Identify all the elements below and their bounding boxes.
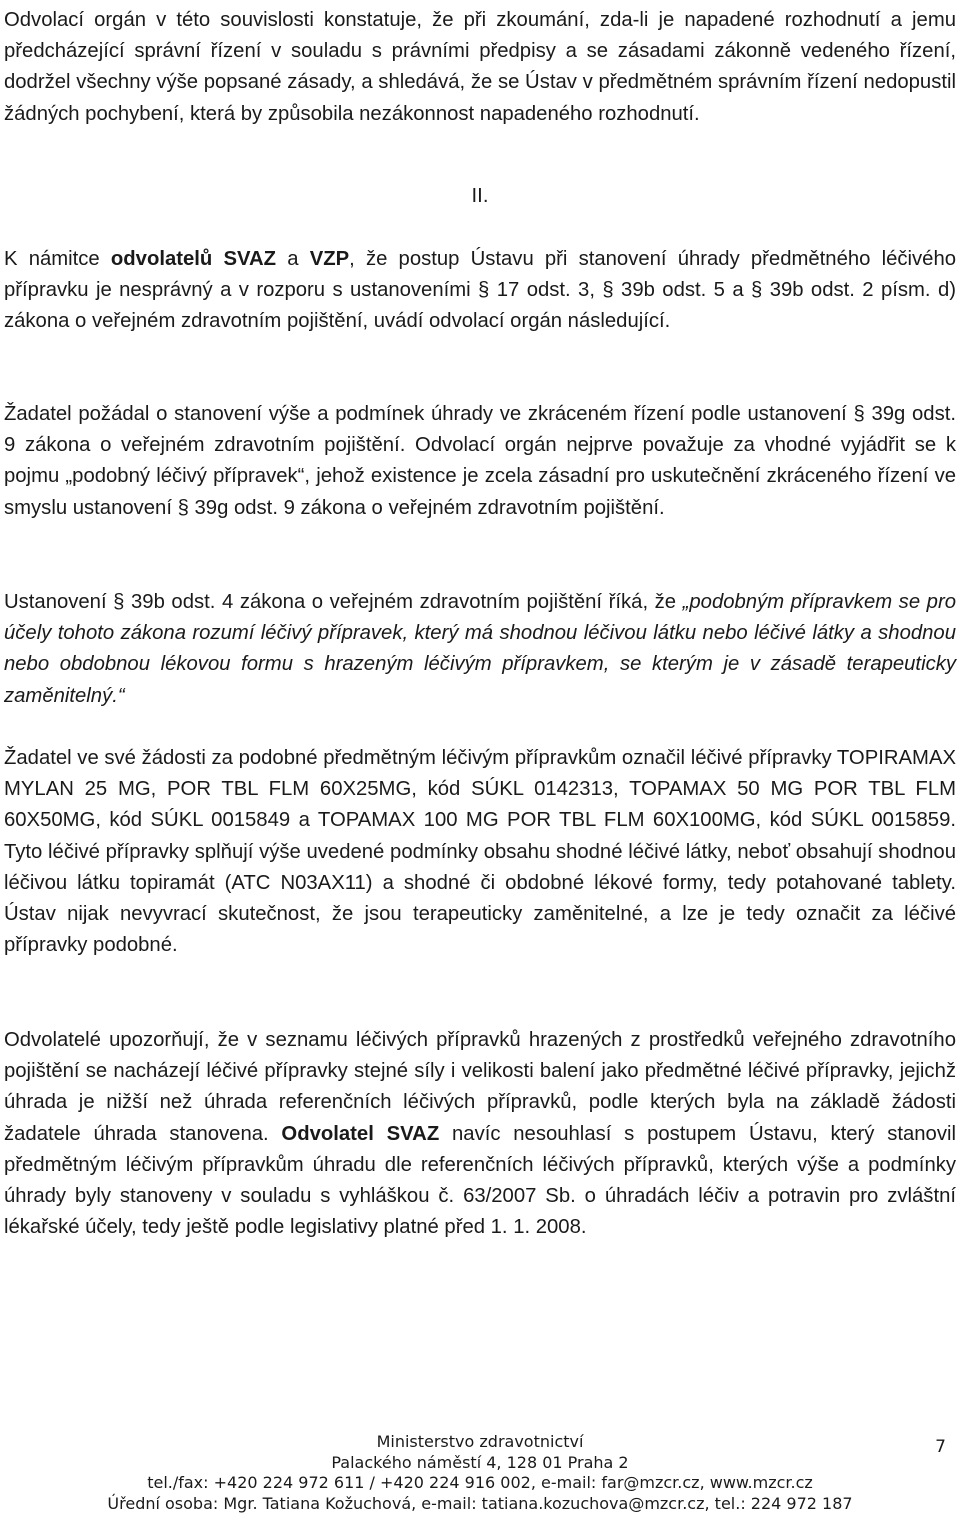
text: Ustanovení § 39b odst. 4 zákona o veřejném zdravotním pojištění říká, že — [4, 591, 683, 613]
bold-text: Odvolatel SVAZ — [281, 1122, 440, 1145]
footer-address: Palackého náměstí 4, 128 01 Praha 2 — [331, 1452, 629, 1472]
paragraph-similar-products: Žadatel ve své žádosti za podobné předmětným léčivým přípravkům označil léčivé přípravky TOPIRAMAX MYLAN 25 MG, POR TBL FLM 60X25MG, kód SÚKL 0142313, TOPAMAX 50 MG POR TBL FLM 60X50MG, kód SÚKL 0015849 a TOPAMAX 100 MG POR TBL FLM 60X100MG, kód SÚKL 0015859. Tyto léčivé přípravky splňují výše uvedené podmínky obsahu shodné léčivé látky, neboť obsahují shodnou léčivou látku topiramát (ATC N03AX11) a shodné či obdobné lékové formy, tedy potahované tablety. Ústav nijak nevyvrací skutečnost, že jsou terapeuticky zaměnitelné, a lze je tedy označit za léčivé přípravky podobné. — [4, 747, 956, 957]
bold-text: odvolatelů SVAZ — [110, 248, 277, 270]
paragraph-provision — [4, 587, 956, 712]
paragraph-conclusion: Odvolací orgán v této souvislosti konstatuje, že při zkoumání, zda-li je napadené rozhodnutí a jemu předcházející správní řízení v souladu s právními předpisy a se zásadami zákonně vedeného řízení, dodržel všechny výše popsané zásady, a shledává, že se Ústav v předmětném správním řízení nedopustil žádných pochybení, která by způsobila nezákonnost napadeného rozhodnutí. — [4, 9, 956, 125]
page-number: 7 — [935, 1437, 946, 1457]
text: Odvolatelé upozorňují, že v seznamu léčivých přípravků hrazených z prostředků veřejného zdravotního pojištění se nacházejí léčivé přípravky stejné síly i velikosti balení jako předmětné léčivé přípravky, jejichž úhrada je nižší než úhrada referenčních léčivých přípravků, podle kterých byla na základě žádosti žadatele úhrada stanovena. — [4, 1029, 956, 1145]
page-footer — [0, 1432, 960, 1514]
footer-ministry: Ministerstvo zdravotnictví — [376, 1432, 584, 1451]
paragraph-objection — [4, 244, 956, 338]
bold-text: VZP — [309, 248, 350, 270]
footer-official: Úřední osoba: Mgr. Tatiana Kožuchová, e-mail: tatiana.kozuchova@mzcr.cz, tel.: 224 972 187 — [107, 1493, 853, 1513]
paragraph-appellants — [4, 1025, 956, 1243]
text: a — [276, 248, 310, 270]
paragraph-applicant-request: Žadatel požádal o stanovení výše a podmínek úhrady ve zkráceném řízení podle ustanovení § 39g odst. 9 zákona o veřejném zdravotním pojištění. Odvolací orgán nejprve považuje za vhodné vyjádřit se k pojmu „podobný léčivý přípravek“, jehož existence je zcela zásadní pro uskutečnění zkráceného řízení ve smyslu ustanovení § 39g odst. 9 zákona o veřejném zdravotním pojištění. — [4, 403, 956, 519]
text: navíc nesouhlasí s postupem Ústavu, který stanovil předmětným léčivým přípravkům úhradu dle referenčních léčivých přípravků, kterých výše a podmínky úhrady byly stanoveny v souladu s vyhláškou č. 63/2007 Sb. o úhradách léčiv a potravin pro zvláštní lékařské účely, tedy ještě podle legislativy platné před 1. 1. 2008. — [4, 1122, 956, 1239]
text: , že postup Ústavu při stanovení úhrady předmětného léčivého přípravku je nesprávný a v rozporu s ustanoveními § 17 odst. 3, § 39b odst. 5 a § 39b odst. 2 písm. d) zákona o veřejném zdravotním pojištění, uvádí odvolací orgán následující. — [4, 248, 956, 333]
italic-quote: „podobným přípravkem se pro účely tohoto zákona rozumí léčivý přípravek, který má shodnou léčivou látku nebo léčivé látky a shodnou nebo obdobnou lékovou formu s hrazeným léčivým přípravkem, se kterým je v zásadě terapeuticky zaměnitelný.“ — [4, 591, 956, 707]
text: K námitce — [4, 248, 111, 270]
footer-contact: tel./fax: +420 224 972 611 / +420 224 916 002, e-mail: far@mzcr.cz, www.mzcr.cz — [147, 1473, 813, 1492]
section-heading: II. — [471, 185, 489, 207]
